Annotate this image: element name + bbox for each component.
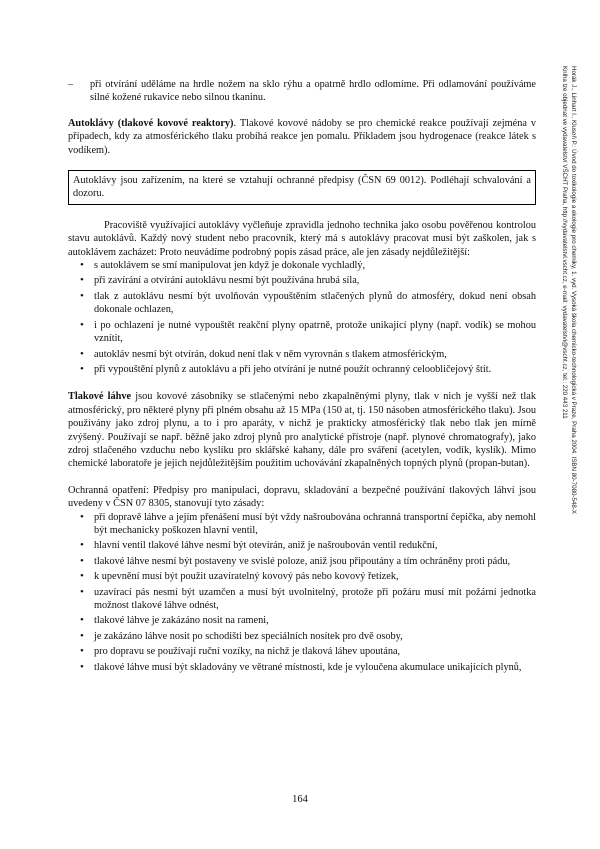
autoklavy-term: Autoklávy (tlakové kovové reaktory) bbox=[68, 117, 234, 129]
bullet-icon: • bbox=[80, 318, 84, 331]
list-item bbox=[68, 586, 536, 613]
side-citation bbox=[560, 66, 578, 514]
bullet-icon: • bbox=[80, 554, 84, 567]
bullet-icon: • bbox=[80, 660, 84, 673]
autoklavy-rules-list bbox=[68, 259, 536, 376]
bullet-icon: • bbox=[80, 629, 84, 642]
bullet-icon: • bbox=[80, 614, 84, 627]
list-item bbox=[68, 614, 536, 627]
list-item-text: autokláv nesmí být otvírán, dokud není tlak v něm vyrovnán s tlakem atmosférickým, bbox=[94, 348, 447, 360]
autoklavy-intro: Pracoviště využívající autoklávy vyčleňuje zpravidla jednoho technika jako osobu pověřenou kontrolou stavu autoklávů. Každý nový student nebo pracovník, který má s autoklávy pracovat musí být zaškolen, jak s autoklávem zacházet: Proto neuvádíme podrobný popis zásad práce, ale jen zásady nejdůležitější: bbox=[68, 219, 536, 258]
bullet-icon: • bbox=[80, 289, 84, 302]
side-citation-line-1: Horák J., Linhart I., Klusoň P.: Úvod do toxikologie a ekologie pro chemiky, 1. vyd. Vysoká škola chemicko-technologická v Praze, Praha 2004. ISBN 80-7080-548-X bbox=[570, 66, 577, 515]
list-item bbox=[68, 645, 536, 658]
page-content bbox=[68, 78, 536, 684]
bullet-icon: • bbox=[80, 362, 84, 375]
list-item bbox=[68, 539, 536, 552]
list-item-text: tlakové láhve musí být skladovány ve větrané místnosti, kde je vyloučena akumulace unikajících plynů, bbox=[94, 661, 522, 673]
list-item-text: pro dopravu se používají ruční vozíky, na nichž je tlaková láhev upoutána, bbox=[94, 646, 401, 658]
bullet-icon: • bbox=[80, 510, 84, 523]
intro-item-text: při otvírání uděláme na hrdle nožem na sklo rýhu a opatrně hrdlo odlomíme. Při odlamování používáme silné kožené rukavice nebo silnou tkaninu. bbox=[90, 79, 536, 104]
lahve-term: Tlakové láhve bbox=[68, 391, 132, 403]
list-item bbox=[68, 348, 536, 361]
bullet-icon: • bbox=[80, 645, 84, 658]
list-item-text: hlavní ventil tlakové láhve nesmí být otevírán, aniž je našroubován ventil redukční, bbox=[94, 540, 438, 552]
list-item bbox=[68, 290, 536, 317]
list-item bbox=[68, 661, 536, 674]
list-item bbox=[68, 511, 536, 538]
list-item bbox=[68, 630, 536, 643]
list-item bbox=[68, 259, 536, 272]
list-item bbox=[68, 319, 536, 346]
bullet-icon: • bbox=[80, 539, 84, 552]
list-item bbox=[68, 555, 536, 568]
lahve-text: jsou kovové zásobníky se stlačenými nebo zkapalněnými plyny, tlak v nich je vyšší než tlak atmosférický, pro některé plyny při plném obsahu až 15 MPa (150 at, tj. 150 násoben atmosférického tlaku). Jsou používány jako zdroj plynu, a to i pro aparáty, v nichž je prakticky atmosférický tlak nebo tlak jen mírně zvýšený. Používají se např. běžně jako zdroj plynů pro analytické přístroje (např. plynové chromatografy), jako zdroj stlačeného vzduchu nebo kyslíku pro sklářské kahany, dále pro sváření (acetylen, vodík, kyslík). Mimo chemické laboratoře je jejich nejdůležitějším použitím uchovávání zkapalněných topných plynů (propan-butan). bbox=[68, 391, 536, 470]
page-number: 164 bbox=[292, 794, 308, 805]
dash-marker: – bbox=[68, 79, 74, 90]
list-item-text: i po ochlazení je nutné vypouštět reakční plyny opatrně, protože unikající plyny (např. vodík) se mohou vznítit, bbox=[94, 319, 536, 345]
bullet-icon: • bbox=[80, 274, 84, 287]
list-item bbox=[68, 363, 536, 376]
intro-list-item bbox=[68, 78, 536, 105]
bullet-icon: • bbox=[80, 570, 84, 583]
list-item-text: k upevnění musí být použit uzavíratelný kovový pás nebo kovový řetízek, bbox=[94, 571, 399, 583]
list-item-text: je zakázáno láhve nosit po schodišti bez speciálních nosítek pro dvě osoby, bbox=[94, 630, 403, 642]
bullet-icon: • bbox=[80, 585, 84, 598]
bullet-icon: • bbox=[80, 259, 84, 272]
list-item-text: při dopravě láhve a jejím přenášení musí být vždy našroubována ochranná transportní čepička, aby nemohl být mechanicky poškozen hlavní ventil, bbox=[94, 511, 536, 536]
regulation-box bbox=[68, 170, 536, 205]
opatreni-rules-list bbox=[68, 511, 536, 674]
list-item-text: tlakové láhve nesmí být postaveny ve svislé poloze, aniž jsou připoutány a tím ochráněny proti pádu, bbox=[94, 555, 511, 567]
autoklavy-paragraph bbox=[68, 117, 536, 157]
list-item-text: uzavírací pás nesmí být uzamčen a musí být uvolnitelný, protože při požáru musí mít požární jednotka možnost tlakové láhve odnést, bbox=[94, 586, 536, 611]
list-item-text: s autoklávem se smí manipulovat jen když je dokonale vychladlý, bbox=[94, 260, 366, 272]
list-item bbox=[68, 274, 536, 287]
lahve-paragraph bbox=[68, 390, 536, 470]
list-item-text: při zavírání a otvírání autoklávu nesmí být používána hrubá síla, bbox=[94, 275, 360, 287]
side-citation-line-2: Kniha lze objednat ve vydavatelství VŠCHT Praha, http://vydavatelstvi.vscht.cz, e-mail: vydavatelstvi@vscht.cz, tel.: 220 443 211 bbox=[561, 66, 568, 419]
autoklavy-text: . Tlakové kovové nádoby se pro chemické reakce používají zejména v případech, kdy za atmosférického tlaku probíhá reakce jen pomalu. Příkladem jsou hydrogenace (reakce látek s vodíkem). bbox=[68, 117, 536, 156]
list-item bbox=[68, 570, 536, 583]
opatreni-intro: Ochranná opatření: Předpisy pro manipulaci, dopravu, skladování a bezpečné používání tlakových láhví jsou uvedeny v ČSN 07 8305, stanovují tyto zásady: bbox=[68, 484, 536, 510]
list-item-text: při vypouštění plynů z autoklávu a při jeho otvírání je nutné použít ochranný celoobličejový štít. bbox=[94, 363, 492, 375]
list-item-text: tlak z autoklávu nesmí být uvolňován vypouštěním stlačených plynů do atmosféry, dokud není obsah dokonale ochlazen, bbox=[94, 290, 536, 316]
bullet-icon: • bbox=[80, 347, 84, 360]
list-item-text: tlakové láhve je zakázáno nosit na rameni, bbox=[94, 615, 269, 627]
regulation-box-text: Autoklávy jsou zařízením, na které se vztahují ochranné předpisy (ČSN 69 0012). Podléhají schvalování a dozoru. bbox=[73, 175, 531, 200]
